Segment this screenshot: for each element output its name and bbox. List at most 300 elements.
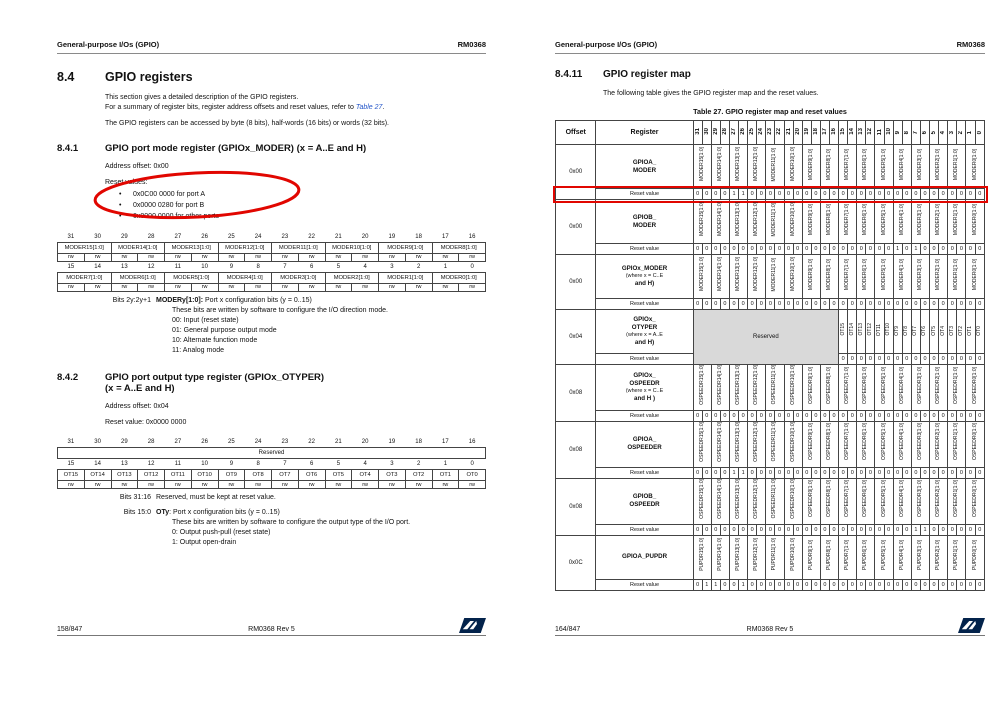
reset-bit: 0	[729, 411, 738, 422]
doc-revision: RM0368 Rev 5	[746, 626, 794, 633]
reset-bit: 0	[957, 354, 966, 365]
bit-field: OSPEEDR15[1:0]	[698, 422, 705, 462]
reset-bit: 0	[811, 579, 820, 590]
access-type: rw	[379, 253, 406, 261]
desc-line: 0: Output push-pull (reset state)	[172, 528, 271, 536]
bit-field: PUPDR13[1:0]	[735, 538, 742, 571]
bit-number-header: 8	[903, 130, 910, 135]
access-type: rw	[272, 481, 299, 489]
bits-text: OTy: Port x configuration bits (y = 0..15) These bits are written by software to configure the output type of the I/O port. 0: Output push-pull (reset state) 1: Output open-drain	[156, 508, 410, 549]
reset-bit: 0	[957, 524, 966, 535]
reset-bit: 0	[693, 189, 702, 200]
bit-field	[693, 422, 711, 468]
reset-bit: 0	[857, 299, 866, 310]
reset-bit: 0	[757, 467, 766, 478]
bit-field: MODER5[1:0]	[880, 148, 887, 180]
bit-field	[957, 310, 966, 354]
bit-field: MODER5[1:0]	[880, 203, 887, 235]
access-type: rw	[405, 481, 432, 489]
bit-field	[820, 422, 838, 468]
reset-bit: 0	[811, 299, 820, 310]
bit-field: MODER14[1:0]	[716, 257, 723, 292]
offset-value: 0x08	[556, 478, 596, 535]
offset-header: Offset	[556, 121, 596, 145]
bit-field	[857, 255, 875, 299]
st-logo-icon	[958, 618, 985, 633]
bit-number: 3	[390, 461, 394, 468]
reset-bit: 0	[848, 524, 857, 535]
bit-field	[966, 200, 985, 244]
bit-number: 28	[147, 233, 155, 240]
bit-field: MODER12[1:0]	[753, 147, 760, 182]
reset-bit: 0	[966, 354, 975, 365]
reset-bit: 0	[811, 244, 820, 255]
reset-bit: 0	[902, 189, 911, 200]
offset-value: 0x00	[556, 255, 596, 310]
reset-bit: 0	[830, 244, 839, 255]
bit-field: OSPEEDR4[1:0]	[898, 366, 905, 404]
reserved-field: Reserved	[58, 448, 486, 459]
reset-bit: 0	[866, 524, 875, 535]
reset-row	[556, 244, 985, 255]
bit-field: MODER12[1:0]	[753, 257, 760, 292]
bit-field	[748, 200, 766, 244]
bits-text: Reserved, must be kept at reset value.	[156, 494, 276, 502]
bit-field	[911, 478, 929, 524]
bit-field: MODER14[1:0]	[716, 147, 723, 182]
bit-number: 13	[121, 461, 128, 468]
bit-number-header: 31	[694, 128, 701, 136]
bit-number-header: 25	[749, 128, 756, 136]
bit-field: MODER15[1:0]	[698, 202, 705, 237]
reset-bit: 0	[702, 524, 711, 535]
reset-bit: 0	[920, 354, 929, 365]
section-number: 8.4.11	[555, 69, 583, 80]
page-number: 164/847	[555, 626, 581, 633]
access-row	[58, 481, 486, 489]
reset-bit: 0	[902, 299, 911, 310]
bit-field: PUPDR4[1:0]	[898, 539, 905, 570]
bit-field	[893, 200, 911, 244]
bit-field: MODER3[1:0]	[916, 148, 923, 180]
access-type: rw	[58, 481, 85, 489]
page-header	[555, 40, 985, 54]
bit-field	[911, 535, 929, 579]
reset-bit: 0	[957, 244, 966, 255]
bit-field	[784, 478, 802, 524]
bit-number-header	[784, 121, 793, 145]
bit-field: MODER11[1:0]	[771, 147, 778, 182]
reset-bit: 0	[802, 467, 811, 478]
reset-bit: 0	[966, 411, 975, 422]
reset-bit: 0	[784, 189, 793, 200]
paragraph: This section gives a detailed description of the GPIO registers. For a summary of register bits, register address offsets and reset values, refer to Table 27.	[105, 94, 385, 111]
access-type: rw	[352, 283, 379, 291]
highlighted-reset-row	[556, 189, 985, 200]
bit-field: MODER5[1:0]	[880, 258, 887, 290]
reset-bit: 0	[784, 244, 793, 255]
bit-field: MODER14[1:0]	[111, 242, 165, 253]
bit-field: OSPEEDR5[1:0]	[880, 480, 887, 518]
reset-bit: 0	[711, 524, 720, 535]
bit-field: OSPEEDR0[1:0]	[971, 366, 978, 404]
access-type: rw	[218, 481, 245, 489]
reset-bit: 0	[930, 299, 939, 310]
bit-field	[711, 200, 729, 244]
bit-field: MODER8[1:0]	[826, 258, 832, 290]
bit-number-header: 24	[758, 128, 765, 136]
access-type: rw	[298, 283, 325, 291]
bit-field: MODER9[1:0]	[807, 258, 814, 290]
bit-number-row	[58, 459, 486, 470]
register-name-line: GPIOA_	[632, 436, 657, 444]
bit-number: 25	[228, 439, 235, 446]
bit-number: 28	[147, 439, 155, 446]
offset-value: 0x00	[556, 200, 596, 255]
bit-number-header: 18	[812, 128, 819, 136]
bit-field	[948, 535, 966, 579]
bit-number-header: 17	[821, 128, 828, 136]
st-logo-icon	[459, 618, 486, 633]
bit-number: 19	[388, 439, 396, 446]
reset-bit: 0	[939, 467, 948, 478]
access-type: rw	[218, 253, 245, 261]
bit-field	[875, 145, 893, 189]
reset-bit: 0	[975, 354, 985, 365]
section-title: GPIO registers	[105, 70, 193, 84]
register-name-line: GPIOB_	[632, 493, 657, 501]
desc-line: 10: Alternate function mode	[172, 337, 258, 345]
bit-number: 15	[67, 263, 75, 270]
desc-line: 00: Input (reset state)	[172, 317, 239, 325]
reset-bit: 0	[775, 524, 784, 535]
reset-bit: 0	[911, 299, 920, 310]
reset-bit: 0	[830, 467, 839, 478]
bit-field: PUPDR3[1:0]	[916, 539, 923, 570]
bit-number: 17	[442, 233, 449, 240]
bit-field: MODER3[1:0]	[916, 203, 923, 235]
access-type: rw	[325, 481, 352, 489]
reset-bit: 0	[848, 467, 857, 478]
reset-bit: 0	[757, 299, 766, 310]
reset-bit: 0	[729, 299, 738, 310]
register-row	[556, 310, 985, 354]
bit-number: 16	[468, 439, 476, 446]
bit-field	[911, 365, 929, 411]
reset-bit: 0	[693, 579, 702, 590]
bit-number: 14	[94, 263, 101, 270]
reset-value-label: Reset value	[596, 244, 693, 255]
bit-field	[802, 478, 820, 524]
bit-number: 3	[390, 263, 394, 270]
bit-field: MODER7[1:0]	[844, 203, 851, 235]
bit-number: 1	[443, 461, 448, 468]
reset-bit: 0	[902, 244, 911, 255]
reset-bit: 0	[830, 299, 839, 310]
bit-number: 18	[415, 233, 422, 240]
register-header: Register	[596, 121, 693, 145]
bit-number: 25	[228, 233, 235, 240]
reset-bit: 0	[729, 244, 738, 255]
reset-value-label: Reset value	[596, 354, 693, 365]
bit-number-row	[58, 437, 486, 448]
access-type: rw	[165, 283, 192, 291]
access-type: rw	[298, 481, 325, 489]
bit-field: OSPEEDR6[1:0]	[862, 480, 869, 518]
reset-bit: 0	[839, 299, 848, 310]
reset-bit: 0	[802, 244, 811, 255]
reset-bit: 1	[739, 579, 748, 590]
reset-bit: 0	[930, 524, 939, 535]
reset-bit: 0	[693, 411, 702, 422]
reset-bit: 1	[893, 244, 902, 255]
reset-bit: 0	[875, 411, 884, 422]
reset-bit: 0	[720, 244, 729, 255]
desc-line: 01: General purpose output mode	[172, 327, 277, 335]
reset-bit: 0	[930, 189, 939, 200]
bit-field	[839, 145, 857, 189]
access-type: rw	[84, 253, 111, 261]
reset-bit: 1	[739, 467, 748, 478]
reset-bit: 0	[775, 299, 784, 310]
reset-bit: 0	[748, 299, 757, 310]
bit-field	[857, 535, 875, 579]
reset-row	[556, 299, 985, 310]
reset-bit: 0	[884, 579, 893, 590]
bit-field: MODER7[1:0]	[844, 258, 851, 290]
bit-field	[902, 310, 911, 354]
bit-field: OSPEEDR3[1:0]	[916, 366, 923, 404]
bit-field	[784, 145, 802, 189]
reset-bit: 0	[857, 411, 866, 422]
access-type: rw	[138, 283, 165, 291]
reset-bit: 0	[711, 411, 720, 422]
bit-number: 12	[147, 263, 155, 270]
access-type: rw	[138, 253, 165, 261]
bit-number-header	[966, 121, 975, 145]
section-8-4-2-heading	[57, 372, 486, 396]
bit-field: OSPEEDR5[1:0]	[880, 423, 887, 461]
bit-field: OSPEEDR5[1:0]	[880, 366, 887, 404]
bit-number-header	[884, 121, 893, 145]
reset-bit: 0	[702, 411, 711, 422]
bit-field	[839, 535, 857, 579]
bit-field: MODER13[1:0]	[735, 257, 742, 292]
access-type: rw	[111, 481, 138, 489]
bit-number: 24	[254, 233, 262, 240]
reset-bit: 0	[975, 524, 985, 535]
reset-bit: 0	[802, 189, 811, 200]
access-type: rw	[379, 283, 406, 291]
bit-field: OSPEEDR2[1:0]	[935, 423, 942, 461]
reset-bit: 0	[875, 524, 884, 535]
reset-bit: 0	[748, 189, 757, 200]
bit-field: MODER15[1:0]	[698, 257, 705, 292]
paragraph: The following table gives the GPIO register map and the reset values.	[603, 89, 819, 97]
reset-bit: 0	[884, 299, 893, 310]
bit-field	[857, 478, 875, 524]
bit-field: OSPEEDR6[1:0]	[862, 366, 869, 404]
bit-number-header	[793, 121, 802, 145]
bit-field: MODER14[1:0]	[716, 202, 723, 237]
bit-field	[802, 255, 820, 299]
bit-number: 6	[309, 263, 314, 270]
bit-number: 16	[468, 233, 476, 240]
bit-field	[857, 422, 875, 468]
bit-number-header	[802, 121, 811, 145]
bit-number: 31	[67, 233, 75, 240]
bit-number: 11	[174, 461, 181, 468]
bit-field	[893, 145, 911, 189]
reset-bit: 0	[930, 579, 939, 590]
bit-number-header	[820, 121, 829, 145]
reset-bit: 0	[957, 467, 966, 478]
reset-bit: 0	[739, 299, 748, 310]
bit-number: 7	[283, 263, 287, 270]
bit-number-header: 3	[949, 130, 956, 135]
reset-bit: 1	[920, 524, 929, 535]
reset-bit: 0	[702, 189, 711, 200]
register-name-line: OSPEEDR	[629, 501, 660, 509]
reserved-field: Reserved	[693, 310, 839, 365]
reset-bit: 0	[966, 524, 975, 535]
bit-field	[766, 478, 784, 524]
bit-number: 30	[94, 233, 101, 240]
bit-field: MODER4[1:0]	[898, 258, 905, 290]
bit-number: 6	[309, 461, 314, 468]
list-item	[119, 212, 486, 222]
bit-number-header: 23	[767, 128, 774, 136]
table-27-link[interactable]: Table 27	[355, 103, 383, 111]
bit-number: 22	[308, 233, 315, 240]
reset-bit: 0	[948, 354, 957, 365]
reset-bit: 0	[939, 299, 948, 310]
bit-field: PUPDR6[1:0]	[862, 539, 869, 570]
bit-field	[820, 478, 838, 524]
register-name	[596, 365, 693, 411]
header-doc-id: RM0368	[457, 40, 486, 49]
access-type: rw	[245, 283, 272, 291]
register-name-line: GPIOA_	[632, 158, 657, 166]
bit-field	[848, 310, 857, 354]
bit-field	[839, 200, 857, 244]
bit-field: OSPEEDR15[1:0]	[698, 478, 705, 519]
page-footer	[555, 618, 985, 636]
access-type: rw	[191, 481, 218, 489]
bits-range: Bits 2y:2y+1	[112, 296, 151, 304]
reset-bit: 0	[848, 579, 857, 590]
reset-bit: 0	[920, 299, 929, 310]
register-name-line: and H)	[634, 339, 655, 347]
bit-field	[875, 422, 893, 468]
reset-bit: 0	[820, 189, 829, 200]
bit-number-header: 16	[831, 128, 838, 136]
reset-bit: 0	[775, 411, 784, 422]
bit-number-header	[857, 121, 866, 145]
bit-field	[693, 478, 711, 524]
reset-bit: 0	[966, 299, 975, 310]
bit-field: MODER15[1:0]	[58, 242, 112, 253]
bit-field: OSPEEDR7[1:0]	[844, 480, 851, 518]
reserved-row	[58, 448, 486, 459]
reset-bit: 0	[975, 411, 985, 422]
reset-bit: 0	[866, 579, 875, 590]
reset-row	[556, 467, 985, 478]
access-type: rw	[459, 283, 486, 291]
access-type: rw	[432, 253, 459, 261]
bit-number-header: 10	[885, 128, 892, 136]
reset-bit: 0	[911, 579, 920, 590]
access-row	[58, 253, 486, 261]
bit-field: MODER0[1:0]	[971, 203, 978, 235]
access-type: rw	[405, 253, 432, 261]
bit-field: OSPEEDR13[1:0]	[735, 422, 742, 462]
bit-field	[893, 310, 902, 354]
reset-bit: 0	[866, 189, 875, 200]
reset-bit: 0	[893, 467, 902, 478]
reset-bit: 0	[729, 524, 738, 535]
reset-value-label: Reset value	[596, 579, 693, 590]
bit-field	[711, 255, 729, 299]
access-type: rw	[218, 283, 245, 291]
bit-number: 10	[201, 263, 208, 270]
bit-number-header	[720, 121, 729, 145]
bit-field: MODER2[1:0]	[935, 203, 942, 235]
bit-field	[748, 422, 766, 468]
reset-bit: 0	[884, 189, 893, 200]
bit-field: OT15	[839, 323, 846, 336]
bit-field	[884, 310, 893, 354]
bit-field: MODER11[1:0]	[272, 242, 326, 253]
access-type: rw	[325, 283, 352, 291]
reset-bit: 0	[930, 244, 939, 255]
access-type: rw	[379, 481, 406, 489]
bit-field: OSPEEDR12[1:0]	[753, 365, 760, 406]
bit-number-header: 7	[912, 130, 919, 135]
bit-field	[893, 535, 911, 579]
reset-bit: 0	[857, 579, 866, 590]
bit-field	[930, 365, 948, 411]
bit-field	[839, 478, 857, 524]
bit-field: OSPEEDR0[1:0]	[971, 423, 978, 461]
section-title: GPIO register map	[603, 69, 691, 80]
bit-field	[693, 365, 711, 411]
reset-bit: 0	[857, 189, 866, 200]
reset-bit: 0	[902, 411, 911, 422]
access-type: rw	[165, 253, 192, 261]
reset-bit: 0	[893, 524, 902, 535]
reset-bit: 0	[802, 524, 811, 535]
header-doc-id: RM0368	[956, 40, 985, 49]
bit-field	[966, 310, 975, 354]
reset-bit: 0	[720, 467, 729, 478]
bit-field: OSPEEDR1[1:0]	[953, 366, 960, 404]
reset-bit: 0	[702, 299, 711, 310]
reset-values-label: Reset values:	[105, 179, 148, 187]
bit-field: OSPEEDR14[1:0]	[716, 422, 723, 462]
bit-number-header	[739, 121, 748, 145]
bit-number-header: 6	[921, 130, 928, 135]
bullet-icon: •	[119, 190, 122, 198]
reset-bit: 0	[975, 299, 985, 310]
bit-number-header	[930, 121, 939, 145]
bit-field: MODER3[1:0]	[272, 272, 326, 283]
desc-line: These bits are written by software to configure the output type of the I/O port.	[172, 518, 411, 526]
bit-field	[930, 145, 948, 189]
bit-number: 0	[470, 263, 474, 270]
bit-number: 2	[416, 461, 421, 468]
reset-bit: 0	[893, 299, 902, 310]
